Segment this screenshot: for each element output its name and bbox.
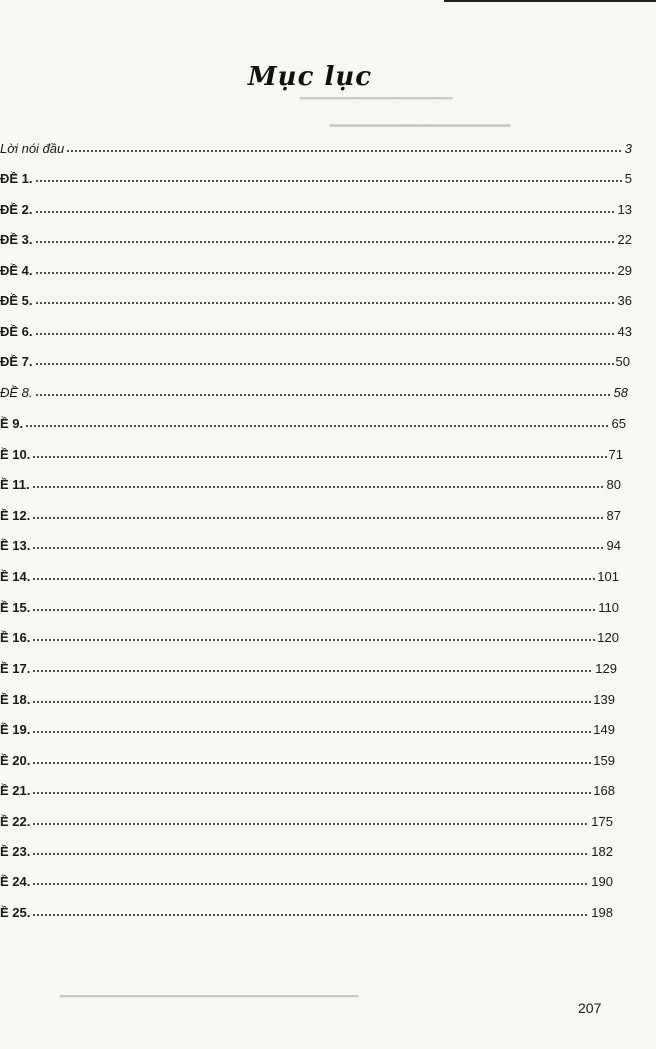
dot-leader [32, 608, 596, 612]
toc-entry [0, 839, 613, 859]
bleed-through-line: ━━━━━━━━━━━━━━━━━━━━━━━ [300, 93, 453, 105]
toc-entry-page: 65 [611, 416, 626, 431]
toc-entry-page: 80 [606, 477, 621, 492]
toc-entry [0, 900, 613, 920]
toc-entry-preface [0, 136, 632, 156]
toc-entry-label: Ề 23. [0, 844, 31, 859]
toc-entry-label: Ề 17. [0, 661, 31, 676]
toc-entry-page: 3 [624, 141, 632, 156]
toc-entry [0, 411, 626, 431]
toc-entry-label: ĐỀ 3. [0, 232, 33, 247]
toc-entry-label: Ề 15. [0, 600, 31, 615]
toc-entry [0, 227, 632, 247]
toc-entry [0, 380, 628, 400]
toc-entry-page: 58 [613, 385, 628, 400]
toc-entry-page: 13 [617, 202, 632, 217]
toc-entry [0, 533, 621, 553]
toc-entry-label: Ề 16. [0, 630, 31, 645]
toc-entry-page: 182 [591, 844, 613, 859]
toc-entry-page: 139 [593, 692, 615, 707]
toc-entry-label: Lời nói đầu [0, 141, 65, 156]
toc-entry [0, 748, 615, 768]
dot-leader [35, 210, 616, 214]
toc-entry [0, 258, 632, 278]
toc-entry [0, 288, 632, 308]
toc-entry-label: ĐỀ 2. [0, 202, 33, 217]
dot-leader [35, 271, 616, 275]
toc-entry-label: Ề 12. [0, 508, 31, 523]
toc-entry-page: 129 [595, 661, 617, 676]
toc-entry-label: Ề 25. [0, 905, 31, 920]
toc-entry-label: Ề 14. [0, 569, 31, 584]
toc-entry-page: 110 [598, 600, 619, 615]
dot-leader [35, 393, 612, 397]
toc-entry-page: 190 [591, 874, 613, 889]
bleed-through-line: ━━━━━━━━━━━━━━━━━━━━━━━ [330, 118, 511, 133]
toc-entry-page: 101 [597, 569, 619, 584]
dot-leader [32, 852, 589, 856]
toc-entry-page: 71 [608, 447, 623, 462]
toc-entry-label: ĐỀ 5. [0, 293, 33, 308]
dot-leader [32, 730, 591, 734]
dot-leader [32, 669, 593, 673]
dot-leader [66, 149, 623, 153]
toc-entry [0, 656, 617, 676]
toc-entry [0, 595, 619, 615]
toc-entry [0, 503, 621, 523]
toc-entry [0, 717, 615, 737]
page-title: Mục lục [247, 62, 373, 92]
dot-leader [35, 362, 614, 366]
toc-entry-label: Ề 18. [0, 692, 31, 707]
toc-entry-label: Ề 11. [0, 477, 30, 492]
toc-entry-page: 120 [597, 630, 619, 645]
dot-leader [32, 455, 606, 459]
toc-entry [0, 564, 619, 584]
toc-entry [0, 625, 619, 645]
toc-entry-page: 22 [617, 232, 632, 247]
toc-entry-page: 36 [617, 293, 632, 308]
toc-entry [0, 687, 615, 707]
dot-leader [35, 179, 623, 183]
toc-entry [0, 778, 615, 798]
toc-entry-page: 159 [593, 753, 615, 768]
dot-leader [35, 240, 616, 244]
page-number: 207 [578, 1000, 602, 1016]
toc-entry [0, 349, 630, 369]
toc-entry [0, 869, 613, 889]
toc-entry-page: 29 [617, 263, 632, 278]
toc-entry-page: 198 [591, 905, 613, 920]
dot-leader [32, 791, 591, 795]
toc-entry-label: ĐỀ 6. [0, 324, 33, 339]
toc-entry-label: Ề 10. [0, 447, 31, 462]
toc-entry-label: ĐỀ 7. [0, 354, 33, 369]
toc-entry-page: 94 [606, 538, 621, 553]
dot-leader [32, 913, 589, 917]
dot-leader [32, 822, 589, 826]
dot-leader [32, 577, 595, 581]
dot-leader [32, 546, 604, 550]
toc-entry [0, 809, 613, 829]
toc-entry-label: Ề 19. [0, 722, 31, 737]
toc-entry [0, 197, 632, 217]
dot-leader [32, 761, 591, 765]
toc-entry-page: 87 [606, 508, 621, 523]
bleed-through-line: ━━━━━━━━━━━━━━━━━━━━━━━━━━━━━━━━━━━━━━━━━━━━━ [60, 991, 359, 1003]
toc-entry-label: ĐỀ 8. [0, 385, 33, 400]
top-edge-bar [444, 0, 656, 2]
toc-entry-label: Ề 13. [0, 538, 31, 553]
toc-entry-page: 50 [615, 354, 630, 369]
toc-entry-page: 5 [624, 171, 632, 186]
toc-entry [0, 166, 632, 186]
dot-leader [32, 882, 589, 886]
dot-leader [32, 638, 595, 642]
toc-entry-label: Ề 20. [0, 753, 31, 768]
dot-leader [32, 516, 604, 520]
dot-leader [25, 424, 609, 428]
toc-entry [0, 442, 623, 462]
dot-leader [32, 700, 591, 704]
toc-entry [0, 472, 621, 492]
toc-entry-label: ĐỀ 4. [0, 263, 33, 278]
toc-entry-label: Ề 22. [0, 814, 31, 829]
toc-entry-label: Ề 9. [0, 416, 24, 431]
toc-entry-label: ĐỀ 1. [0, 171, 33, 186]
toc-entry-label: Ề 24. [0, 874, 31, 889]
dot-leader [35, 332, 616, 336]
dot-leader [35, 301, 616, 305]
toc-entry-page: 175 [591, 814, 613, 829]
toc-entry-page: 149 [593, 722, 615, 737]
toc-entry [0, 319, 632, 339]
toc-entry-page: 43 [617, 324, 632, 339]
toc-entry-page: 168 [593, 783, 615, 798]
toc-entry-label: Ề 21. [0, 783, 31, 798]
dot-leader [32, 485, 605, 489]
